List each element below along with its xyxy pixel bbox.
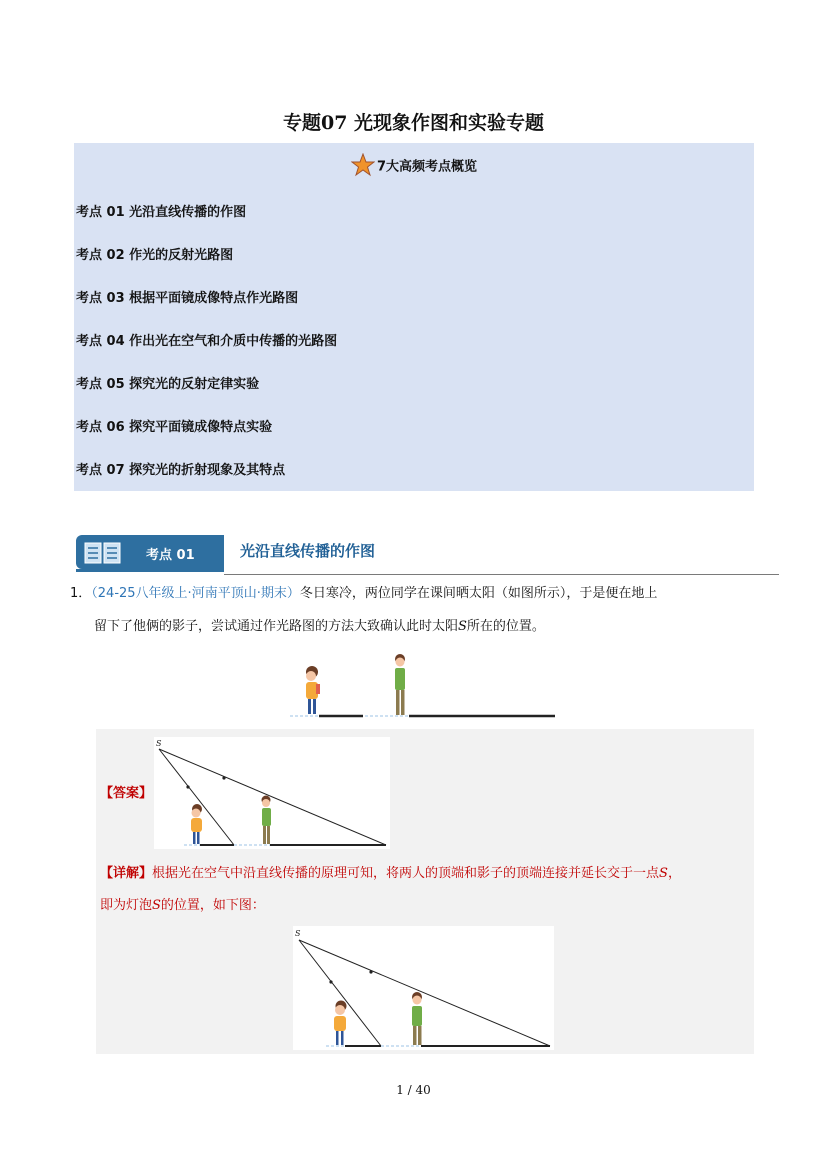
- detail-text-2a: 即为灯泡: [100, 898, 153, 913]
- overview-item: 考点 02 作光的反射光路图: [76, 248, 234, 263]
- overview-item: 考点 03 根据平面镜成像特点作光路图: [76, 291, 299, 306]
- girl-top-point: [329, 980, 332, 983]
- question-line-1: [70, 584, 760, 604]
- point-s-label: S: [156, 739, 162, 748]
- detail-text-1b: ，: [667, 866, 681, 881]
- boy-figure: [262, 796, 272, 845]
- page-title: 专题07 光现象作图和实验专题: [282, 112, 545, 134]
- question-line-2: [94, 617, 784, 637]
- girl-figure: [191, 804, 202, 844]
- section-code: 考点 01: [146, 548, 195, 563]
- page-number: 1 / 40: [396, 1083, 431, 1097]
- detail-line-2: [100, 896, 755, 916]
- answer-label: 【答案】: [100, 786, 153, 801]
- detail-figure: [293, 926, 554, 1050]
- overview-item: 考点 01 光沿直线传播的作图: [76, 205, 247, 220]
- star-icon: [351, 153, 375, 181]
- question-source: （24-25八年级上·河南平顶山·期末）: [91, 586, 300, 601]
- book-icon: [84, 542, 122, 568]
- detail-symbol-1: S: [659, 866, 668, 881]
- question-text-1: 冬日寒冷，两位同学在课间晒太阳（如图所示），于是便在地上: [299, 586, 658, 601]
- question-number: 1．: [70, 586, 92, 601]
- overview-heading-text: 7大高频考点概览: [376, 159, 478, 175]
- overview-heading: [74, 153, 754, 181]
- overview-item: 考点 05 探究光的反射定律实验: [76, 377, 260, 392]
- section-title: 光沿直线传播的作图: [240, 542, 376, 560]
- detail-line-1: [100, 864, 755, 884]
- detail-text-1a: 根据光在空气中沿直线传播的原理可知，将两人的顶端和影子的顶端连接并延长交于一点: [152, 866, 660, 881]
- girl-figure: [334, 1001, 347, 1046]
- girl-figure: [306, 666, 320, 714]
- girl-top-point: [186, 785, 189, 788]
- answer-figure: [154, 737, 390, 849]
- section-bar: [76, 569, 224, 572]
- boy-figure: [395, 654, 405, 715]
- overview-item: 考点 06 探究平面镜成像特点实验: [76, 420, 273, 435]
- boy-top-point: [369, 970, 372, 973]
- question-figure: [285, 650, 560, 722]
- detail-symbol-2: S: [152, 898, 161, 913]
- section-divider: [224, 574, 779, 575]
- boy-figure: [412, 992, 422, 1045]
- section-banner: [76, 535, 224, 569]
- question-text-2b: 所在的位置。: [466, 619, 545, 634]
- point-s-label: S: [295, 929, 301, 938]
- question-symbol: S: [458, 619, 467, 634]
- overview-box: [74, 143, 754, 491]
- question-text-2a: 留下了他俩的影子，尝试通过作光路图的方法大致确认此时太阳: [94, 619, 459, 634]
- overview-item: 考点 07 探究光的折射现象及其特点: [76, 463, 286, 478]
- boy-top-point: [222, 776, 225, 779]
- detail-label: 【详解】: [100, 866, 153, 881]
- detail-text-2b: 的位置，如下图：: [160, 898, 265, 913]
- overview-item: 考点 04 作出光在空气和介质中传播的光路图: [76, 334, 338, 349]
